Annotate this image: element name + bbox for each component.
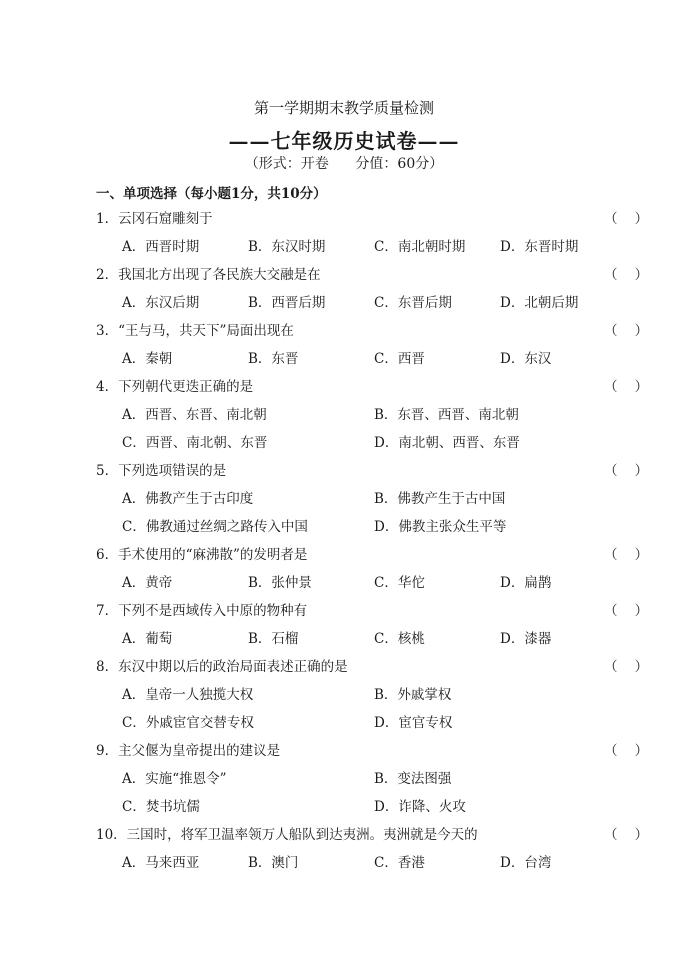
- question-row: [0, 739, 688, 759]
- answer-blank[interactable]: （ ）: [604, 659, 649, 675]
- question-stem: 8．东汉中期以后的政治局面表述正确的是: [96, 659, 348, 675]
- option-c[interactable]: C．焚书坑儒: [122, 799, 200, 815]
- option-d[interactable]: D．扁鹊: [500, 575, 552, 591]
- option-d[interactable]: D．台湾: [500, 855, 552, 871]
- question-row: [0, 823, 688, 843]
- section-title: 一、单项选择（每小题1分，共10分）: [96, 186, 327, 202]
- option-a[interactable]: A．葡萄: [122, 631, 173, 647]
- answer-blank[interactable]: （ ）: [604, 211, 649, 227]
- option-b[interactable]: B．变法图强: [374, 771, 452, 787]
- exam-title: 第一学期期末教学质量检测: [253, 99, 434, 117]
- answer-blank[interactable]: （ ）: [604, 603, 649, 619]
- option-c[interactable]: C．西晋、南北朝、东晋: [122, 435, 268, 451]
- options-row: [0, 767, 688, 787]
- option-a[interactable]: A．东汉后期: [122, 295, 200, 311]
- option-d[interactable]: D．东汉: [500, 351, 552, 367]
- option-c[interactable]: C．核桃: [374, 631, 425, 647]
- answer-blank[interactable]: （ ）: [604, 463, 649, 479]
- option-d[interactable]: D．南北朝、西晋、东晋: [374, 435, 520, 451]
- option-b[interactable]: B．张仲景: [248, 575, 312, 591]
- option-c[interactable]: C．东晋后期: [374, 295, 452, 311]
- question-stem: 4．下列朝代更迭正确的是: [96, 379, 254, 395]
- options-row: [0, 403, 688, 423]
- options-row: [0, 795, 688, 815]
- option-b[interactable]: B．澳门: [248, 855, 299, 871]
- question-stem: 5．下列选项错误的是: [96, 463, 227, 479]
- answer-blank[interactable]: （ ）: [604, 827, 649, 843]
- option-d[interactable]: D．北朝后期: [500, 295, 579, 311]
- question-stem: 3．“王与马，共天下”局面出现在: [96, 323, 294, 339]
- option-a[interactable]: A．佛教产生于古印度: [122, 491, 254, 507]
- option-c[interactable]: C．西晋: [374, 351, 425, 367]
- option-d[interactable]: D．漆器: [500, 631, 552, 647]
- option-d[interactable]: D．东晋时期: [500, 239, 579, 255]
- option-c[interactable]: C．华佗: [374, 575, 425, 591]
- option-a[interactable]: A．西晋、东晋、南北朝: [122, 407, 267, 423]
- option-d[interactable]: D．诈降、火攻: [374, 799, 466, 815]
- exam-subtitle: ——七年级历史试卷——: [228, 129, 460, 153]
- question-row: [0, 655, 688, 675]
- answer-blank[interactable]: （ ）: [604, 547, 649, 563]
- options-row: [0, 683, 688, 703]
- answer-blank[interactable]: （ ）: [604, 323, 649, 339]
- option-b[interactable]: B．佛教产生于古中国: [374, 491, 506, 507]
- option-b[interactable]: B．东晋: [248, 351, 299, 367]
- question-row: [0, 459, 688, 479]
- option-a[interactable]: A．皇帝一人独揽大权: [122, 687, 254, 703]
- exam-info: （形式：开卷 分值：60分）: [244, 156, 444, 172]
- option-a[interactable]: A．黄帝: [122, 575, 173, 591]
- answer-blank[interactable]: （ ）: [604, 379, 649, 395]
- option-c[interactable]: C．佛教通过丝绸之路传入中国: [122, 519, 308, 535]
- option-a[interactable]: A．实施“推恩令”: [122, 771, 227, 787]
- question-stem: 9．主父偃为皇帝提出的建议是: [96, 743, 281, 759]
- option-b[interactable]: B．西晋后期: [248, 295, 326, 311]
- option-b[interactable]: B．东晋、西晋、南北朝: [374, 407, 519, 423]
- option-c[interactable]: C．香港: [374, 855, 425, 871]
- question-row: [0, 207, 688, 227]
- options-row: [0, 571, 688, 591]
- option-a[interactable]: A．马来西亚: [122, 855, 200, 871]
- option-b[interactable]: B．石榴: [248, 631, 299, 647]
- question-row: [0, 263, 688, 283]
- options-row: [0, 515, 688, 535]
- options-row: [0, 235, 688, 255]
- question-row: [0, 543, 688, 563]
- answer-blank[interactable]: （ ）: [604, 267, 649, 283]
- options-row: [0, 711, 688, 731]
- options-row: [0, 851, 688, 871]
- option-c[interactable]: C．外戚宦官交替专权: [122, 715, 254, 731]
- question-stem: 10．三国时，将军卫温率领万人船队到达夷洲。夷洲就是今天的: [96, 827, 478, 843]
- options-row: [0, 627, 688, 647]
- option-b[interactable]: B．外戚掌权: [374, 687, 452, 703]
- options-row: [0, 431, 688, 451]
- option-b[interactable]: B．东汉时期: [248, 239, 326, 255]
- question-row: [0, 375, 688, 395]
- options-row: [0, 291, 688, 311]
- question-stem: 1．云冈石窟雕刻于: [96, 211, 213, 227]
- option-c[interactable]: C．南北朝时期: [374, 239, 466, 255]
- question-stem: 6．手术使用的“麻沸散”的发明者是: [96, 547, 308, 563]
- option-d[interactable]: D．佛教主张众生平等: [374, 519, 507, 535]
- question-row: [0, 319, 688, 339]
- options-row: [0, 347, 688, 367]
- options-row: [0, 487, 688, 507]
- question-row: [0, 599, 688, 619]
- option-d[interactable]: D．宦官专权: [374, 715, 453, 731]
- question-stem: 2．我国北方出现了各民族大交融是在: [96, 267, 321, 283]
- option-a[interactable]: A．西晋时期: [122, 239, 200, 255]
- question-stem: 7．下列不是西域传入中原的物种有: [96, 603, 308, 619]
- option-a[interactable]: A．秦朝: [122, 351, 173, 367]
- answer-blank[interactable]: （ ）: [604, 743, 649, 759]
